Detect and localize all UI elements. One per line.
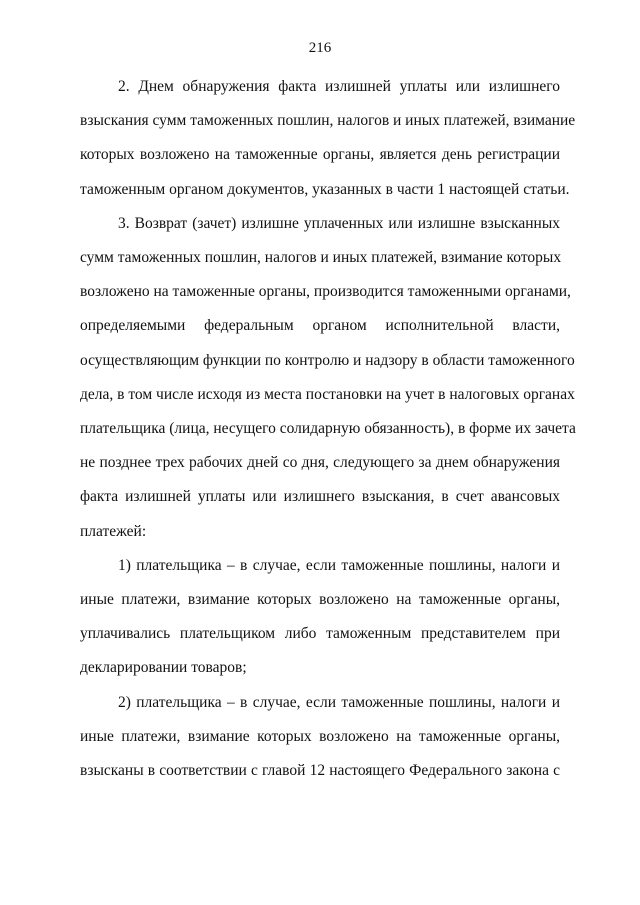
- text-line: не позднее трех рабочих дней со дня, следующего за днем обнаружения: [80, 454, 560, 472]
- text-line: 2. Днем обнаружения факта излишней уплаты или излишнего: [118, 78, 560, 95]
- page-number: 216: [308, 40, 332, 56]
- text-line: сумм таможенных пошлин, налогов и иных платежей, взимание которых: [80, 249, 562, 267]
- text-line: определяемыми федеральным органом исполнительной власти,: [80, 317, 560, 335]
- list-item-1: [80, 549, 560, 686]
- text-line: иные платежи, взимание которых возложено на таможенные органы,: [80, 727, 560, 745]
- text-line: осуществляющим функции по контролю и надзору в области таможенного: [80, 351, 575, 369]
- text-line: 1) плательщика – в случае, если таможенные пошлины, налоги и: [118, 556, 560, 574]
- list-item-2: [80, 686, 560, 789]
- paragraph-2: [80, 70, 576, 207]
- text-line: взысканы в соответствии с главой 12 настоящего Федерального закона с: [80, 762, 560, 780]
- text-line: иные платежи, взимание которых возложено на таможенные органы,: [80, 591, 560, 609]
- text-line: декларировании товаров;: [80, 659, 247, 677]
- document-body: [80, 70, 576, 788]
- text-line: таможенным органом документов, указанных в части 1 настоящей статьи.: [80, 180, 570, 198]
- paragraph-3: [80, 207, 576, 549]
- text-line: 2) плательщика – в случае, если таможенные пошлины, налоги и: [118, 693, 560, 711]
- text-line: которых возложено на таможенные органы, является день регистрации: [80, 146, 560, 164]
- text-line: факта излишней уплаты или излишнего взыскания, в счет авансовых: [80, 488, 560, 506]
- text-line: уплачивались плательщиком либо таможенным представителем при: [80, 625, 560, 643]
- text-line: 3. Возврат (зачет) излишне уплаченных или излишне взысканных: [118, 214, 560, 232]
- text-line: возложено на таможенные органы, производится таможенными органами,: [80, 283, 571, 301]
- text-line: дела, в том числе исходя из места постановки на учет в налоговых органах: [80, 385, 575, 403]
- text-line: взыскания сумм таможенных пошлин, налогов и иных платежей, взимание: [80, 112, 576, 130]
- text-line: платежей:: [80, 522, 147, 540]
- text-line: плательщика (лица, несущего солидарную обязанность), в форме их зачета: [80, 420, 576, 438]
